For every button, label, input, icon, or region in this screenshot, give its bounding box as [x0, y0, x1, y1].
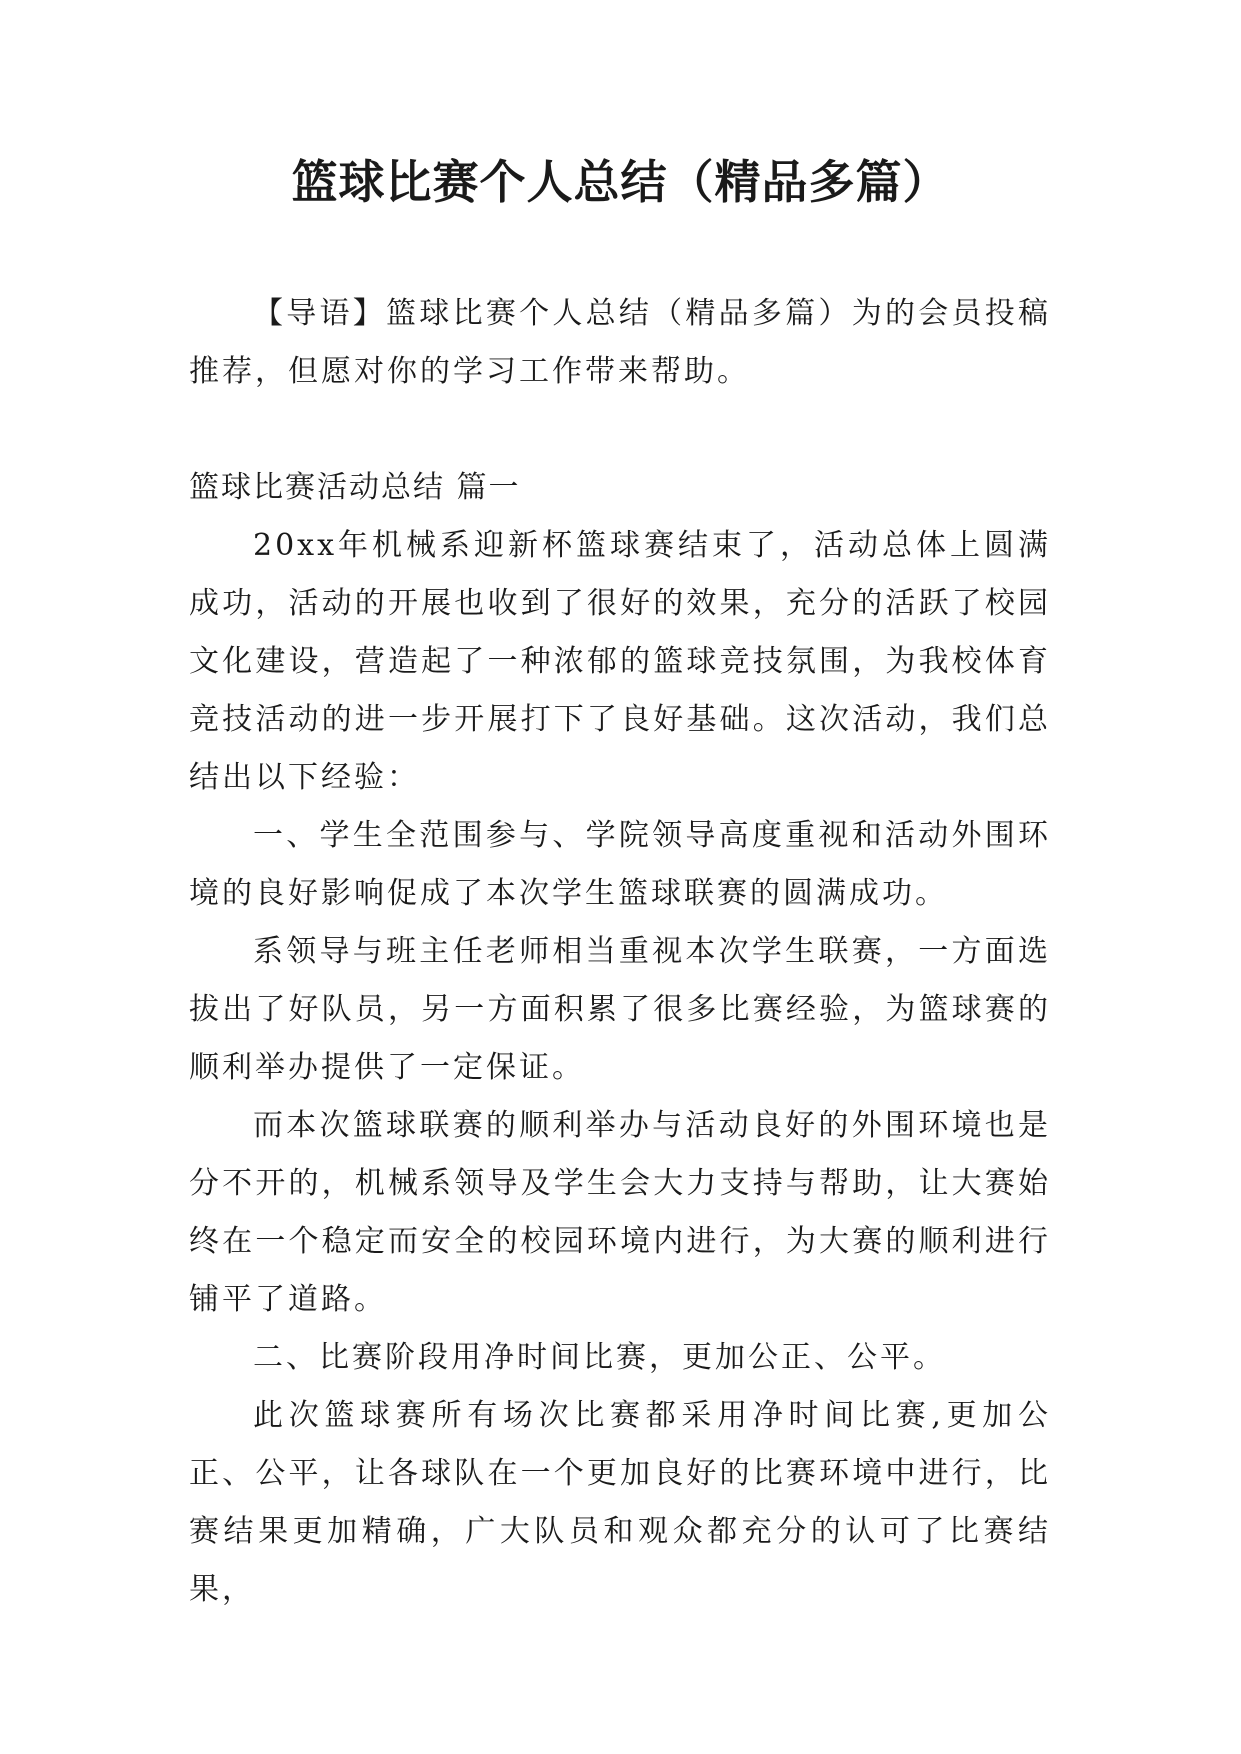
body-paragraph: 系领导与班主任老师相当重视本次学生联赛，一方面选拔出了好队员，另一方面积累了很多比赛经验，为篮球赛的顺利举办提供了一定保证。 [189, 934, 1051, 1085]
body-paragraph: 一、学生全范围参与、学院领导高度重视和活动外围环境的良好影响促成了本次学生篮球联赛的圆满成功。 [189, 818, 1051, 911]
body-paragraph: 20xx年机械系迎新杯篮球赛结束了，活动总体上圆满成功，活动的开展也收到了很好的效果，充分的活跃了校园文化建设，营造起了一种浓郁的篮球竞技氛围，为我校体育竞技活动的进一步开展打下了良好基础。这次活动，我们总结出以下经验： [189, 528, 1051, 795]
body-paragraph: 此次篮球赛所有场次比赛都采用净时间比赛,更加公正、公平，让各球队在一个更加良好的比赛环境中进行，比赛结果更加精确，广大队员和观众都充分的认可了比赛结果， [189, 1398, 1051, 1607]
section-heading: 篮球比赛活动总结 篇一 [189, 470, 521, 505]
document-body [189, 285, 1051, 1619]
body-paragraph: 二、比赛阶段用净时间比赛，更加公正、公平。 [253, 1340, 946, 1375]
body-paragraph: 而本次篮球联赛的顺利举办与活动良好的外围环境也是分不开的，机械系领导及学生会大力支持与帮助，让大赛始终在一个稳定而安全的校园环境内进行，为大赛的顺利进行铺平了道路。 [189, 1108, 1051, 1317]
document-title: 篮球比赛个人总结（精品多篇） [291, 155, 950, 209]
intro-paragraph: 【导语】篮球比赛个人总结（精品多篇）为的会员投稿推荐，但愿对你的学习工作带来帮助。 [189, 296, 1051, 389]
